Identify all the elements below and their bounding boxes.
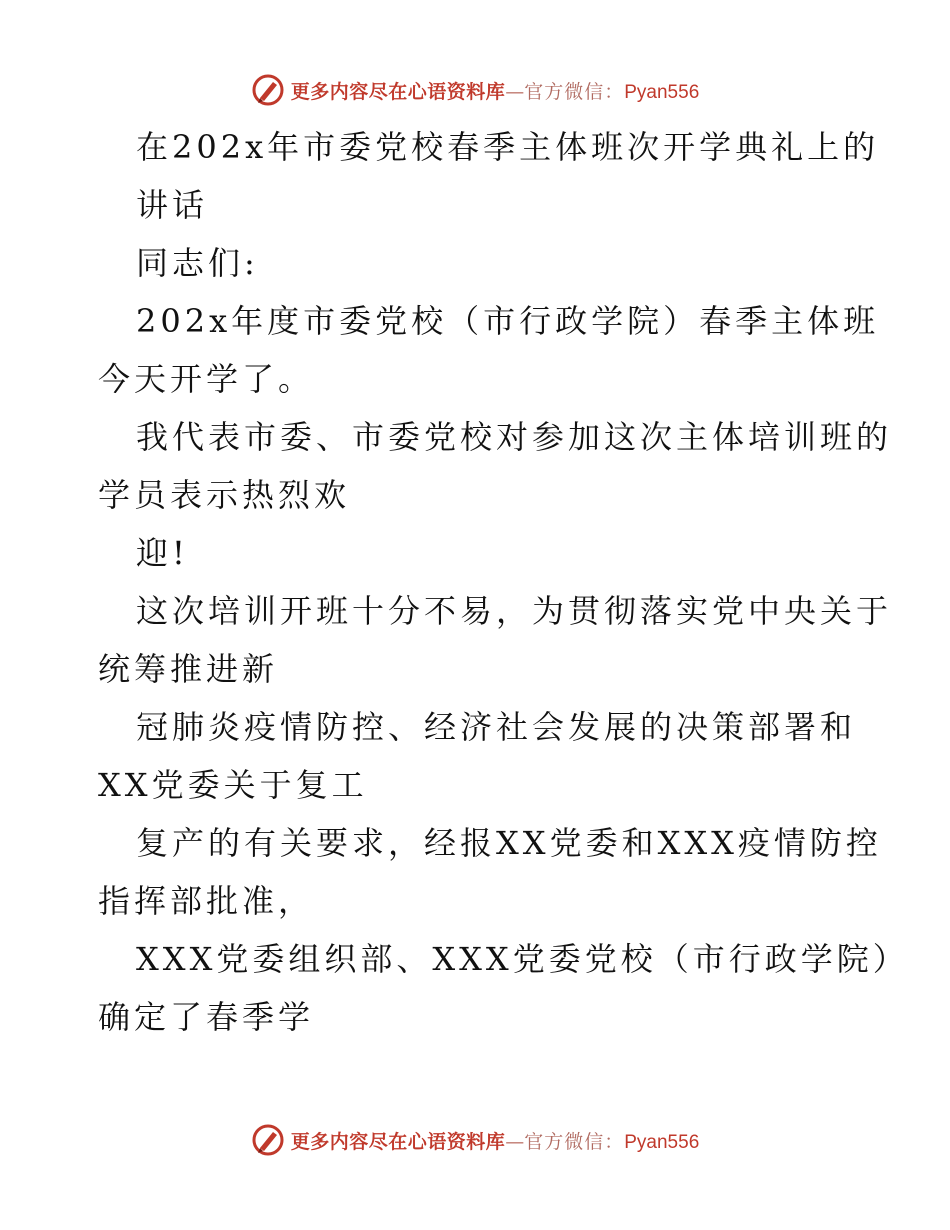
banner-wechat-label: 官方微信： [524,80,625,103]
pen-logo-icon [251,1123,285,1157]
banner-wechat-id: Pyan556 [624,1131,700,1153]
banner-text [291,77,700,104]
banner-wechat-label: 官方微信： [524,1130,625,1153]
title-line-2: 讲话 [136,186,209,224]
pen-logo-icon [251,73,285,107]
footer-banner [0,1120,950,1160]
banner-separator: — [505,1130,525,1153]
banner-separator: — [505,80,525,103]
paragraph-line: 今天开学了。 [98,360,315,398]
paragraph-line: 这次培训开班十分不易，为贯彻落实党中央关于 [136,592,893,630]
document-body [98,118,909,1046]
paragraph-line: 学员表示热烈欢 [98,476,351,514]
paragraph-line: XXX党委组织部、XXX党委党校（市行政学院） [136,940,909,978]
paragraph-line: 迎! [136,534,189,572]
banner-main-text: 更多内容尽在心语资料库 [290,1130,506,1153]
salutation: 同志们: [136,244,259,282]
paragraph-line: 202x年度市委党校（市行政学院）春季主体班 [136,302,880,340]
paragraph-line: 确定了春季学 [98,998,315,1036]
header-banner [0,70,950,110]
paragraph-line: 指挥部批准， [98,882,315,920]
banner-wechat-id: Pyan556 [624,81,700,103]
paragraph-line: 复产的有关要求，经报XX党委和XXX疫情防控 [136,824,882,862]
banner-text [291,1127,700,1154]
banner-main-text: 更多内容尽在心语资料库 [290,80,506,103]
paragraph-line: XX党委关于复工 [98,766,368,804]
paragraph-line: 我代表市委、市委党校对参加这次主体培训班的 [136,418,893,456]
paragraph-line: 统筹推进新 [98,650,279,688]
title-line-1: 在202x年市委党校春季主体班次开学典礼上的 [136,128,880,166]
paragraph-line: 冠肺炎疫情防控、经济社会发展的决策部署和 [136,708,857,746]
